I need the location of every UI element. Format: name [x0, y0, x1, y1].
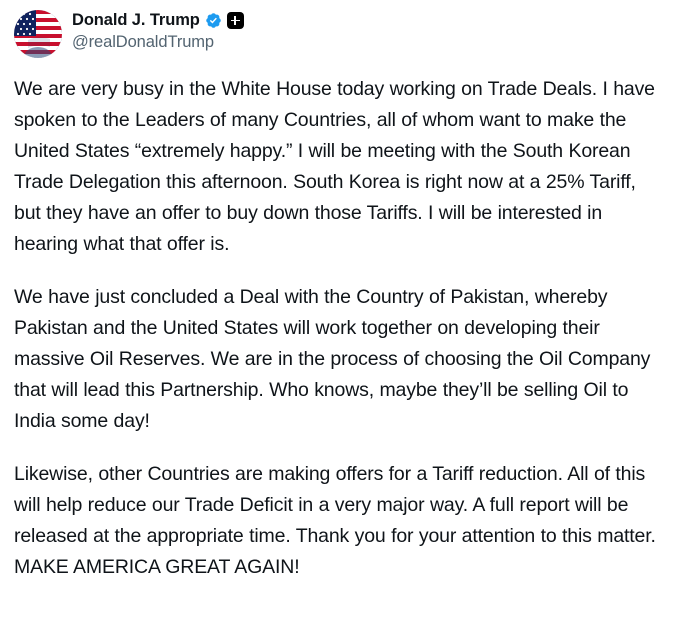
post-paragraph: We have just concluded a Deal with the Country of Pakistan, whereby Pakistan and the United States will work together on developing their massive Oil Reserves. We are in the process of choosing the Oil Company that will lead this Partnership. Who knows, maybe they’ll be selling Oil to India some day!	[14, 286, 651, 432]
plus-badge-icon[interactable]	[227, 12, 244, 29]
author-handle[interactable]: @realDonaldTrump	[72, 33, 215, 51]
name-row	[72, 12, 244, 29]
post-paragraph: Likewise, other Countries are making offers for a Tariff reduction. All of this will help reduce our Trade Deficit in a very major way. A full report will be released at the appropriate time. Thank you for your attention to this matter. MAKE AMERICA GREAT AGAIN!	[14, 463, 656, 578]
author-display-name[interactable]: Donald J. Trump	[72, 11, 200, 30]
avatar[interactable]	[14, 10, 62, 58]
post-paragraph: We are very busy in the White House today working on Trade Deals. I have spoken to the Leaders of many Countries, all of whom want to make the United States “extremely happy.” I will be meeting with the South Korean Trade Delegation this afternoon. South Korea is right now at a 25% Tariff, but they have an offer to buy down those Tariffs. I will be interested in hearing what that offer is.	[14, 78, 655, 255]
verified-check-icon[interactable]	[205, 12, 222, 29]
post-header	[14, 10, 666, 68]
author-identity	[72, 10, 244, 52]
post-body	[14, 74, 666, 583]
